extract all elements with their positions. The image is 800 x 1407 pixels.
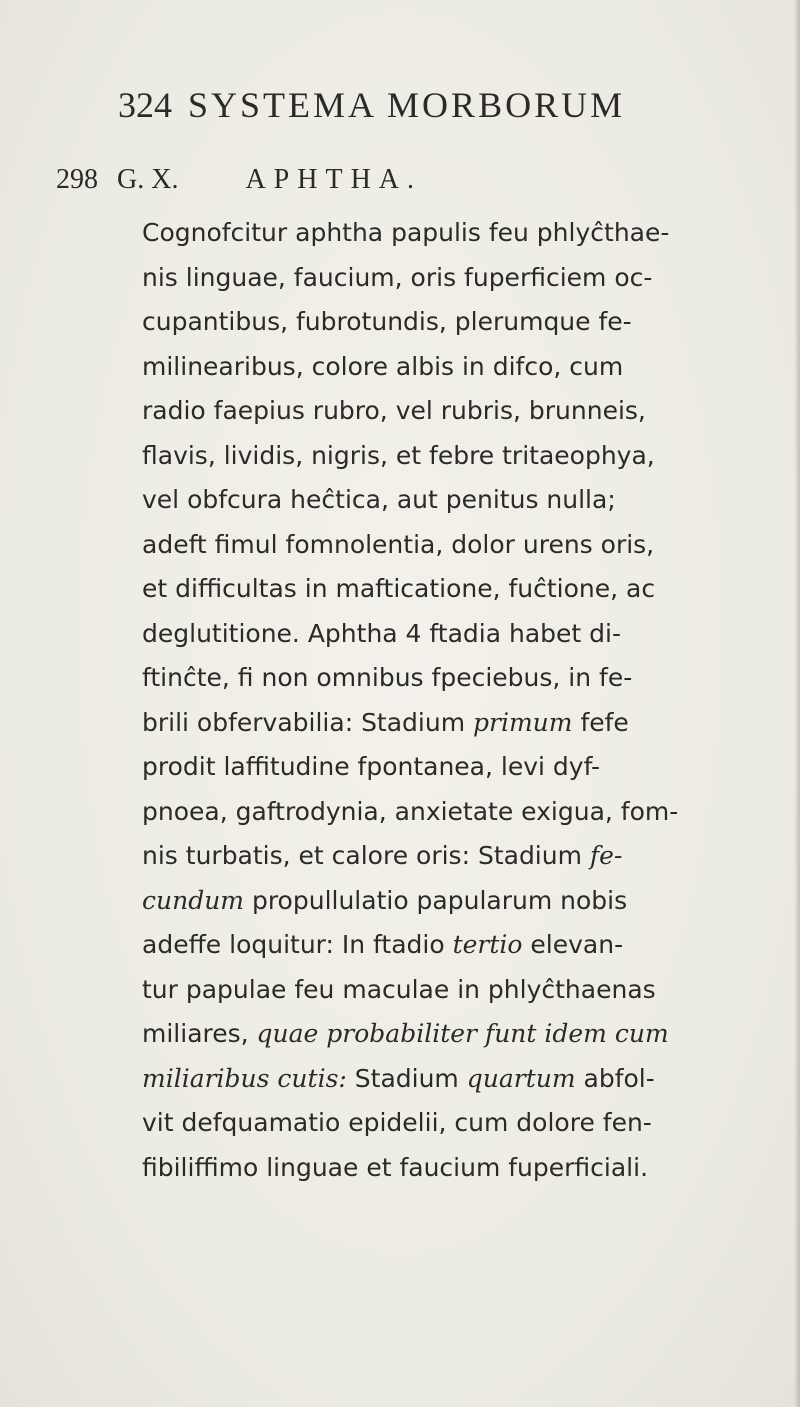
- text-line: tur papulae feu maculae in phlyĉthaenas: [142, 974, 656, 1004]
- text-line: radio faepius rubro, vel rubris, brunneis,: [142, 396, 646, 425]
- text-line: pnoea, gaftrodynia, anxietate exigua, fom-: [142, 796, 679, 826]
- text-line: et difficultas in mafticatione, fuĉtione, ac: [142, 574, 656, 603]
- text-line: adeffe loquitur: In ftadio tertio elevan-: [142, 930, 624, 959]
- text-line: prodit laffitudine fpontanea, levi dyf-: [142, 752, 601, 781]
- text-line: nis linguae, faucium, oris fuperficiem oc-: [142, 262, 653, 292]
- page-edge-shadow: [794, 0, 800, 1407]
- section-number: 298: [56, 164, 98, 195]
- text-line: ftinĉte, fi non omnibus fpeciebus, in fe-: [142, 663, 633, 692]
- text-line: vit defquamatio epidelii, cum dolore fen-: [142, 1108, 652, 1137]
- text-line: cupantibus, fubrotundis, plerumque fe-: [142, 307, 632, 336]
- text-line: miliares, quae probabiliter funt idem cum: [142, 1019, 669, 1048]
- genus-label: G. X.: [117, 164, 179, 195]
- text-line: brili obfervabilia: Stadium primum fefe: [142, 707, 629, 737]
- text-line: fibiliffimo linguae et faucium fuperficiali.: [142, 1152, 649, 1182]
- text-line: Cognofcitur aphtha papulis feu phlyĉthae-: [142, 218, 670, 247]
- text-line: miliaribus cutis: Stadium quartum abfol-: [142, 1063, 655, 1093]
- body-paragraph: [142, 211, 762, 1190]
- running-head-title: SYSTEMA MORBORUM: [188, 85, 626, 125]
- text-line: deglutitione. Aphtha 4 ftadia habet di-: [142, 618, 621, 648]
- section-title: APHTHA.: [245, 164, 423, 195]
- page-number: 324: [118, 85, 172, 125]
- text-line: milinearibus, colore albis in difco, cum: [142, 351, 624, 381]
- text-line: nis turbatis, et calore oris: Stadium fe-: [142, 841, 623, 870]
- section-heading: [56, 162, 756, 198]
- text-line: vel obfcura heĉtica, aut penitus nulla;: [142, 485, 616, 514]
- running-head: [118, 82, 798, 128]
- text-line: adeft fimul fomnolentia, dolor urens oris,: [142, 529, 655, 559]
- text-line: cundum propullulatio papularum nobis: [142, 885, 628, 915]
- text-line: flavis, lividis, nigris, et febre tritaeophya,: [142, 440, 655, 470]
